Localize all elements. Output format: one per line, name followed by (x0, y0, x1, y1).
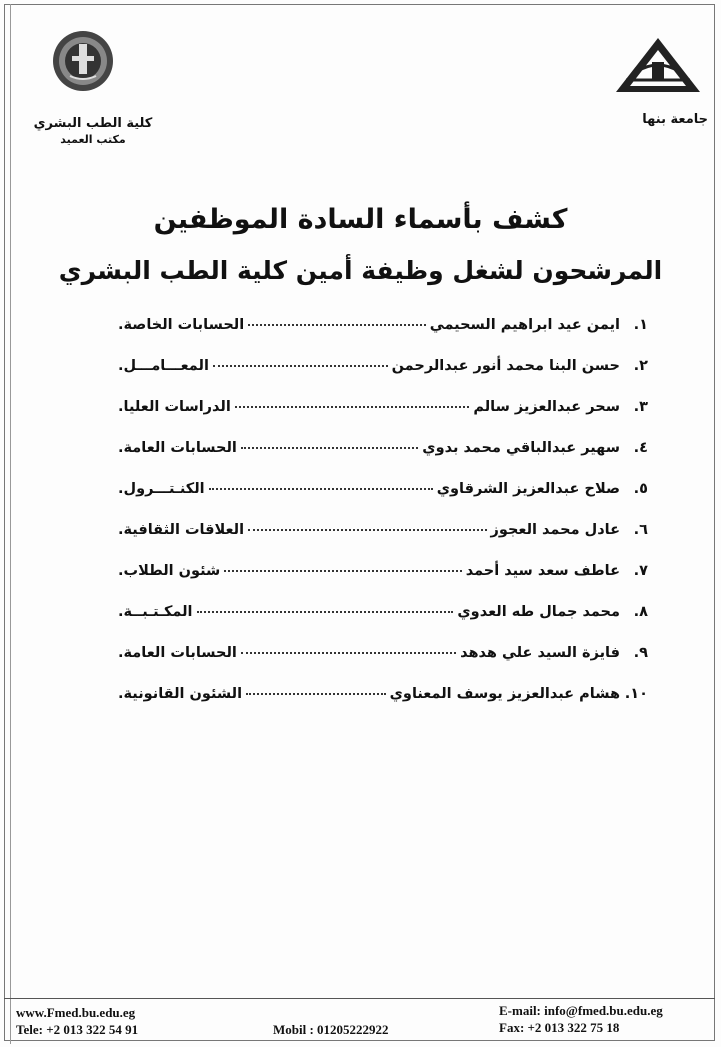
university-name: جامعة بنها (642, 112, 708, 127)
footer-fax: Fax: +2 013 322 75 18 (499, 1020, 620, 1035)
item-number: ١٠. (624, 686, 648, 702)
item-number: ٦. (633, 522, 648, 538)
employee-name: سهير عبدالباقي محمد بدوي (422, 440, 620, 456)
footer-mobile: Mobil : 01205222922 (273, 1022, 389, 1037)
faculty-name: كلية الطب البشري (33, 116, 153, 131)
leader-dots (209, 488, 433, 490)
leader-dots (197, 611, 454, 613)
document-title: كشف بأسماء السادة الموظفين (153, 204, 568, 235)
employee-name: حسن البنا محمد أنور عبدالرحمن (391, 358, 620, 374)
leader-dots (241, 447, 418, 449)
list-item (118, 317, 648, 358)
margin-line (10, 4, 11, 1044)
employee-department: شئون الطلاب. (118, 563, 221, 579)
leader-dots (213, 365, 388, 367)
list-item (118, 358, 648, 399)
leader-dots (241, 652, 456, 654)
footer-telephone: Tele: +2 013 322 54 91 (16, 1022, 139, 1037)
list-item (118, 440, 648, 481)
employee-department: المعـــامـــل. (118, 358, 209, 374)
employee-name: صلاح عبدالعزيز الشرقاوي (436, 481, 620, 497)
footer-email: E-mail: info@fmed.bu.edu.eg (499, 1003, 663, 1018)
item-number: ١. (633, 317, 648, 333)
employee-name: فايزة السيد علي هدهد (460, 645, 620, 661)
employee-name: محمد جمال طه العدوي (457, 604, 620, 620)
footer-website: www.Fmed.bu.edu.eg (16, 1005, 136, 1020)
leader-dots (224, 570, 461, 572)
item-number: ٨. (633, 604, 648, 620)
item-number: ٣. (633, 399, 648, 415)
list-item (118, 645, 648, 686)
employee-department: المكـتـبــة. (118, 604, 193, 620)
leader-dots (235, 406, 470, 408)
item-number: ٤. (633, 440, 648, 456)
list-item (118, 563, 648, 604)
university-logo-icon (612, 36, 704, 96)
employee-department: الحسابات العامة. (118, 440, 237, 456)
list-item (118, 686, 648, 727)
employee-department: العلاقات الثقافية. (118, 522, 245, 538)
document-subtitle: المرشحون لشغل وظيفة أمين كلية الطب البشري (58, 256, 663, 285)
employee-name: عادل محمد العجوز (490, 522, 620, 538)
leader-dots (248, 529, 486, 531)
item-number: ٩. (633, 645, 648, 661)
employee-department: الكنـتـــرول. (118, 481, 205, 497)
office-name: مكتب العميد (60, 133, 126, 146)
employee-department: الدراسات العليا. (118, 399, 231, 415)
item-number: ٥. (633, 481, 648, 497)
employee-department: الحسابات العامة. (118, 645, 237, 661)
list-item (118, 481, 648, 522)
employee-department: الحسابات الخاصة. (118, 317, 245, 333)
employee-department: الشئون القانونية. (118, 686, 243, 702)
employee-name: ايمن عيد ابراهيم السحيمي (429, 317, 620, 333)
employee-name: سحر عبدالعزيز سالم (473, 399, 620, 415)
item-number: ٢. (633, 358, 648, 374)
faculty-caption (18, 116, 168, 146)
employee-name: عاطف سعد سيد أحمد (465, 563, 620, 579)
footer-divider (4, 998, 715, 999)
employee-name: هشام عبدالعزيز يوسف المعناوي (389, 686, 620, 702)
employee-list (118, 317, 648, 727)
leader-dots (246, 693, 386, 695)
list-item (118, 604, 648, 645)
list-item (118, 522, 648, 563)
item-number: ٧. (633, 563, 648, 579)
list-item (118, 399, 648, 440)
faculty-seal-icon (52, 30, 114, 92)
leader-dots (248, 324, 426, 326)
